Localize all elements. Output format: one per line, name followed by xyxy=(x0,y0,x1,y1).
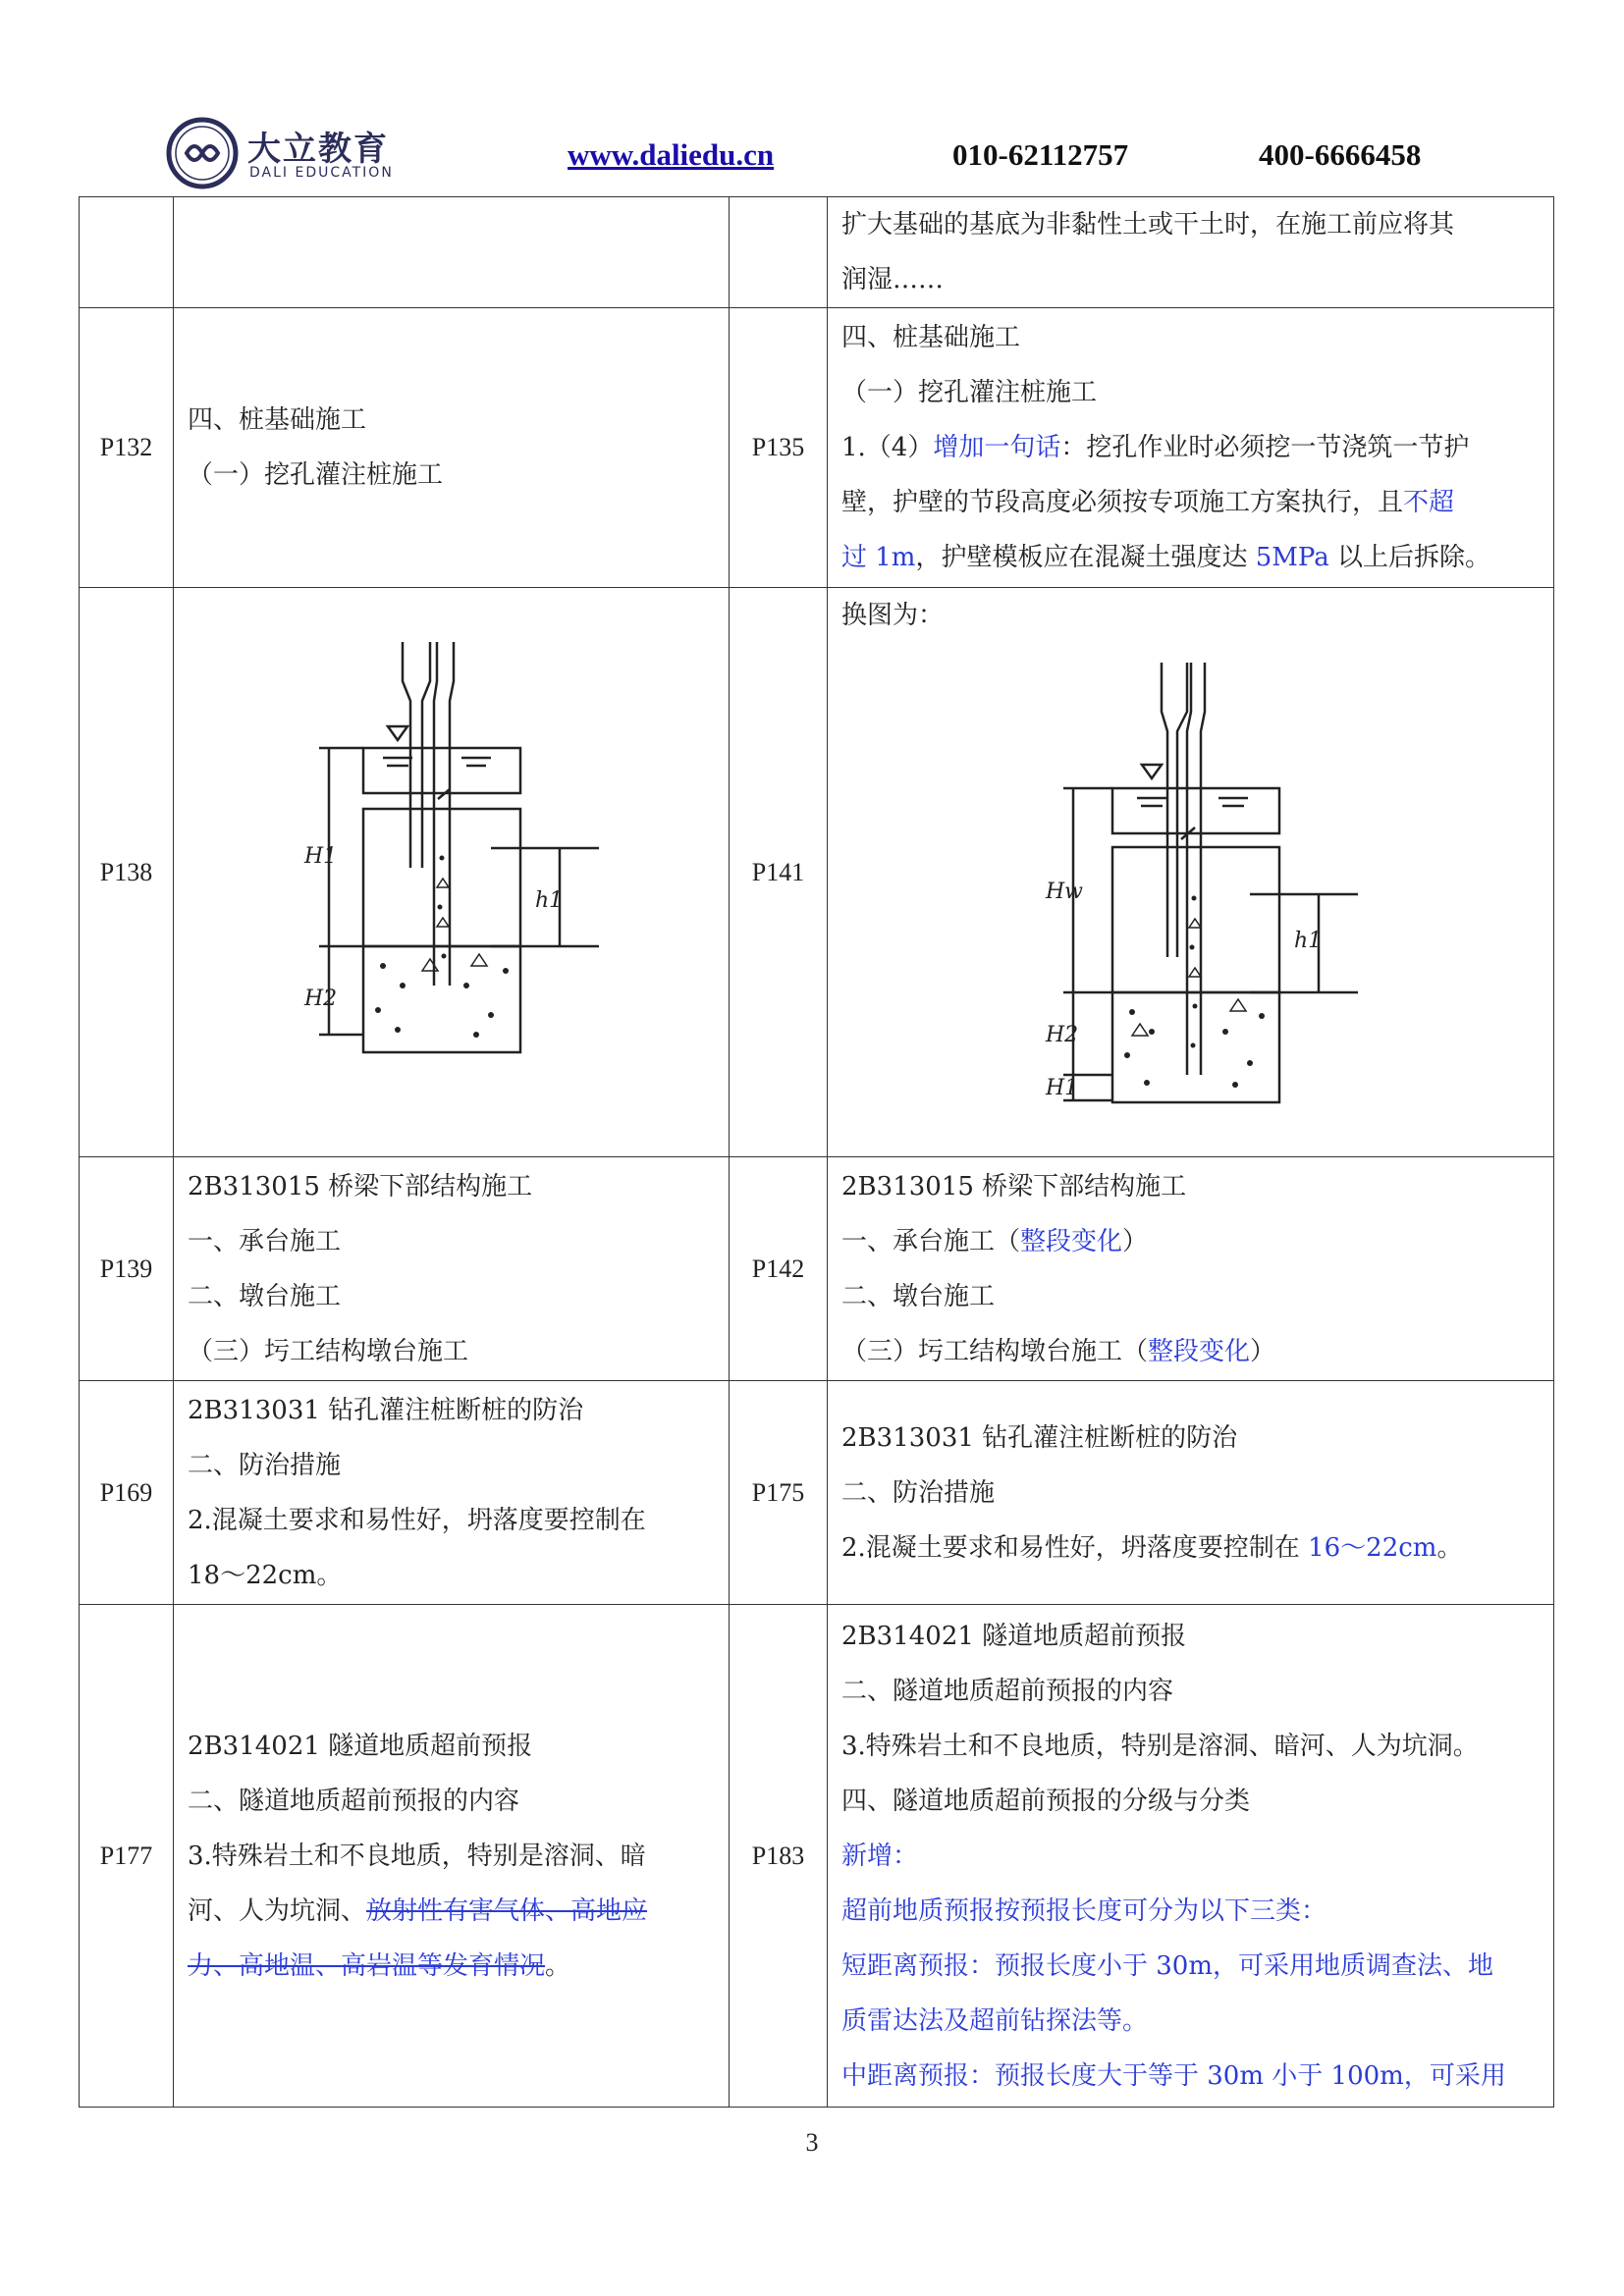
label-H2: H2 xyxy=(1045,1023,1078,1047)
new-page-cell: P183 xyxy=(730,1605,828,2108)
text-line: 2B313015 桥梁下部结构施工 xyxy=(841,1171,1187,1201)
table-row xyxy=(80,588,1554,1157)
new-content-cell xyxy=(828,1605,1554,2108)
text-line: 二、墩台施工 xyxy=(188,1281,342,1311)
new-page-cell xyxy=(730,197,828,308)
label-Hw: Hw xyxy=(1045,880,1083,904)
old-page-cell: P132 xyxy=(80,308,174,588)
dali-logo xyxy=(165,116,401,190)
text-line: 2.混凝土要求和易性好，坍落度要控制在 16～22cm。 xyxy=(841,1532,1463,1563)
dali-logo-emblem-icon xyxy=(165,116,244,190)
text-line: 二、防治措施 xyxy=(841,1477,996,1508)
text-line: 二、墩台施工 xyxy=(841,1281,996,1311)
text-line: 2.混凝土要求和易性好，坍落度要控制在 xyxy=(188,1505,646,1535)
label-h1: h1 xyxy=(534,887,563,913)
text-line: 四、桩基础施工 xyxy=(841,323,1021,352)
deleted-text: 力、高地温、高岩温等发育情况 xyxy=(188,1950,546,1981)
text-line: （一）挖孔灌注桩施工 xyxy=(188,460,444,490)
old-content-cell xyxy=(174,197,730,308)
text-line: 二、隧道地质超前预报的内容 xyxy=(841,1676,1174,1706)
added-text: 新增： xyxy=(841,1841,919,1871)
text-line: 2B314021 隧道地质超前预报 xyxy=(841,1621,1187,1651)
text-line: 1.（4）增加一句话：挖孔作业时必须挖一节浇筑一节护 xyxy=(841,433,1470,462)
new-content-cell xyxy=(828,1381,1554,1605)
text-line: 2B313031 钻孔灌注桩断桩的防治 xyxy=(188,1395,584,1425)
text-line: 3.特殊岩土和不良地质，特别是溶洞、暗河、人为坑洞。 xyxy=(841,1731,1479,1761)
changed-text: 16～22cm xyxy=(1308,1532,1437,1563)
logo-name: 大立教育 xyxy=(247,130,389,169)
text-line: 二、隧道地质超前预报的内容 xyxy=(188,1786,520,1816)
comparison-table xyxy=(79,196,1554,2108)
text-line: 力、高地温、高岩温等发育情况。 xyxy=(188,1950,571,1981)
old-page-cell: P138 xyxy=(80,588,174,1157)
logo-subtitle: DALI EDUCATION xyxy=(249,165,394,181)
new-content-cell xyxy=(828,1157,1554,1381)
text-line: （三）圬工结构墩台施工 xyxy=(188,1336,469,1366)
text-line: 2B313015 桥梁下部结构施工 xyxy=(188,1171,533,1201)
new-page-cell: P141 xyxy=(730,588,828,1157)
old-content-cell xyxy=(174,1157,730,1381)
page-header xyxy=(0,0,1624,196)
new-page-cell: P175 xyxy=(730,1381,828,1605)
new-content-cell xyxy=(828,588,1554,1157)
deleted-text: 放射性有害气体、高地应 xyxy=(366,1896,648,1926)
old-page-cell: P169 xyxy=(80,1381,174,1605)
new-page-cell: P135 xyxy=(730,308,828,588)
text-line: （三）圬工结构墩台施工（整段变化） xyxy=(841,1336,1276,1366)
label-H1: H1 xyxy=(1045,1076,1078,1100)
phone-number-1: 010-62112757 xyxy=(952,137,1129,172)
added-text: 增加一句话 xyxy=(933,433,1061,462)
added-text: 质雷达法及超前钻探法等。 xyxy=(841,2005,1149,2036)
added-text: 超前地质预报按预报长度可分为以下三类： xyxy=(841,1896,1327,1926)
added-text: 短距离预报：预报长度小于 30m，可采用地质调查法、地 xyxy=(841,1950,1494,1981)
changed-text: 不超 xyxy=(1403,488,1455,517)
text-line: 2B314021 隧道地质超前预报 xyxy=(188,1731,533,1761)
old-page-cell xyxy=(80,197,174,308)
text-line: 河、人为坑洞、放射性有害气体、高地应 xyxy=(188,1896,648,1926)
text-line: 润湿…… xyxy=(841,265,945,294)
table-row xyxy=(80,1605,1554,2108)
changed-text: 过 1m xyxy=(841,543,916,572)
label-H1: H1 xyxy=(303,843,337,869)
text-line: 四、隧道地质超前预报的分级与分类 xyxy=(841,1786,1251,1816)
text-line: （一）挖孔灌注桩施工 xyxy=(841,378,1098,407)
old-content-cell xyxy=(174,588,730,1157)
table-row xyxy=(80,197,1554,308)
text-line: 18～22cm。 xyxy=(188,1560,343,1590)
new-content-cell xyxy=(828,197,1554,308)
changed-text: 5MPa xyxy=(1255,543,1329,572)
website-link[interactable]: www.daliedu.cn xyxy=(568,137,775,172)
table-row xyxy=(80,1157,1554,1381)
new-content-cell xyxy=(828,308,1554,588)
text-line: 3.特殊岩土和不良地质，特别是溶洞、暗 xyxy=(188,1841,646,1871)
table-row xyxy=(80,308,1554,588)
new-page-cell: P142 xyxy=(730,1157,828,1381)
text-line: 一、承台施工 xyxy=(188,1226,342,1256)
changed-text: 整段变化 xyxy=(1020,1226,1123,1256)
old-page-cell: P177 xyxy=(80,1605,174,2108)
phone-number-2: 400-6666458 xyxy=(1259,137,1422,172)
old-content-cell xyxy=(174,1381,730,1605)
label-h1: h1 xyxy=(1293,929,1322,953)
added-text: 中距离预报：预报长度大于等于 30m 小于 100m，可采用 xyxy=(841,2060,1506,2091)
new-pile-figure xyxy=(995,643,1387,1134)
text-line: 一、承台施工（整段变化） xyxy=(841,1226,1149,1256)
old-pile-figure xyxy=(265,632,638,1113)
table-row xyxy=(80,1381,1554,1605)
text-line: 二、防治措施 xyxy=(188,1450,342,1480)
text-line: 2B313031 钻孔灌注桩断桩的防治 xyxy=(841,1422,1238,1453)
caption-text: 换图为： xyxy=(841,601,945,630)
old-content-cell xyxy=(174,1605,730,2108)
text-line: 扩大基础的基底为非黏性土或干土时，在施工前应将其 xyxy=(841,210,1455,240)
text-line: 壁，护壁的节段高度必须按专项施工方案执行，且不超 xyxy=(841,488,1455,517)
changed-text: 整段变化 xyxy=(1148,1336,1251,1366)
text-line: 四、桩基础施工 xyxy=(188,405,367,435)
page-number: 3 xyxy=(805,2128,819,2157)
text-line: 过 1m，护壁模板应在混凝土强度达 5MPa 以上后拆除。 xyxy=(841,543,1490,572)
old-content-cell xyxy=(174,308,730,588)
label-H2: H2 xyxy=(303,986,337,1011)
old-page-cell: P139 xyxy=(80,1157,174,1381)
